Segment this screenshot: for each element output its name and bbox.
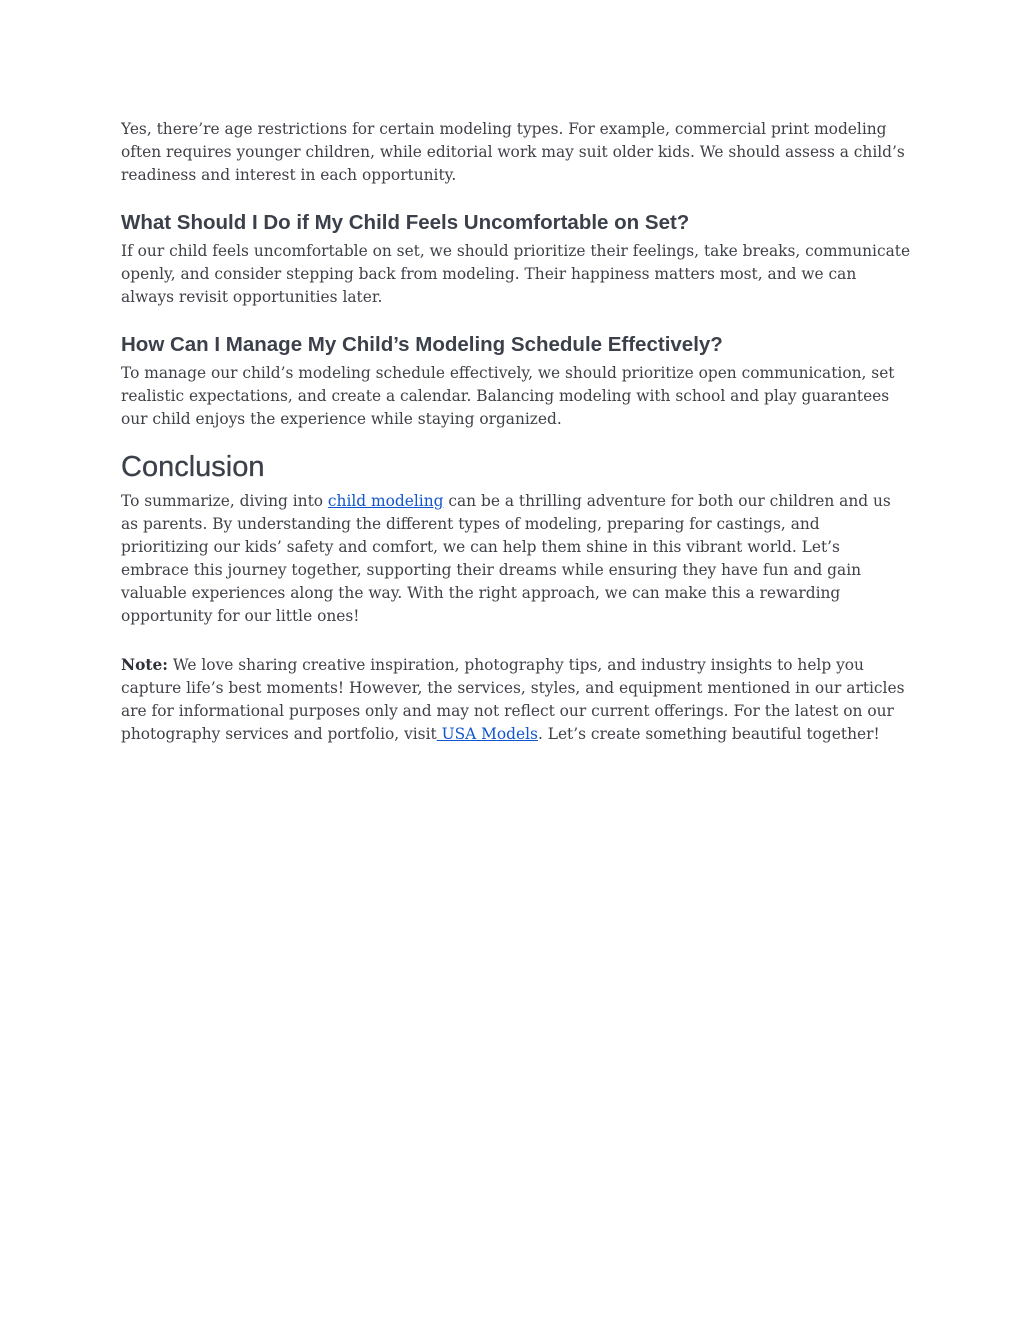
note-text-start: We love sharing creative inspiration, photography tips, and industry insights to help you capture life’s best moments! However, the services, styles, and equipment mentioned in our articles are for informational purposes only and may not reflect our current offerings. For the latest on our photography services and portfolio, visit [121,656,905,743]
note-label: Note: [121,656,168,674]
intro-paragraph: Yes, there’re age restrictions for certain modeling types. For example, commercial print modeling often requires younger children, while editorial work may suit older kids. We should assess a child’s readiness and interest in each opportunity. [121,120,905,184]
note-text-end: . Let’s create something beautiful together! [537,725,880,743]
faq-question-uncomfortable: What Should I Do if My Child Feels Uncomfortable on Set? [121,211,690,234]
faq-answer-schedule: To manage our child’s modeling schedule effectively, we should prioritize open communication, set realistic expectations, and create a calendar. Balancing modeling with school and play guarantees our child enjoys the experience while staying organized. [121,364,895,428]
document-page [121,118,911,746]
note-paragraph [121,654,911,746]
child-modeling-link[interactable]: child modeling [327,492,444,510]
conclusion-heading: Conclusion [121,451,265,483]
usa-models-link[interactable]: USA Models [436,725,538,743]
faq-question-schedule: How Can I Manage My Child’s Modeling Schedule Effectively? [121,333,723,356]
faq-answer-uncomfortable: If our child feels uncomfortable on set, we should prioritize their feelings, take breaks, communicate openly, and consider stepping back from modeling. Their happiness matters most, and we can always revisit opportunities later. [121,242,911,306]
conclusion-text-end: can be a thrilling adventure for both our children and us as parents. By understanding the different types of modeling, preparing for castings, and prioritizing our kids’ safety and comfort, we can help them shine in this vibrant world. Let’s embrace this journey together, supporting their dreams while ensuring they have fun and gain valuable experiences along the way. With the right approach, we can make this a rewarding opportunity for our little ones! [121,492,891,625]
conclusion-paragraph [121,490,911,628]
conclusion-text-start: To summarize, diving into [121,492,328,510]
